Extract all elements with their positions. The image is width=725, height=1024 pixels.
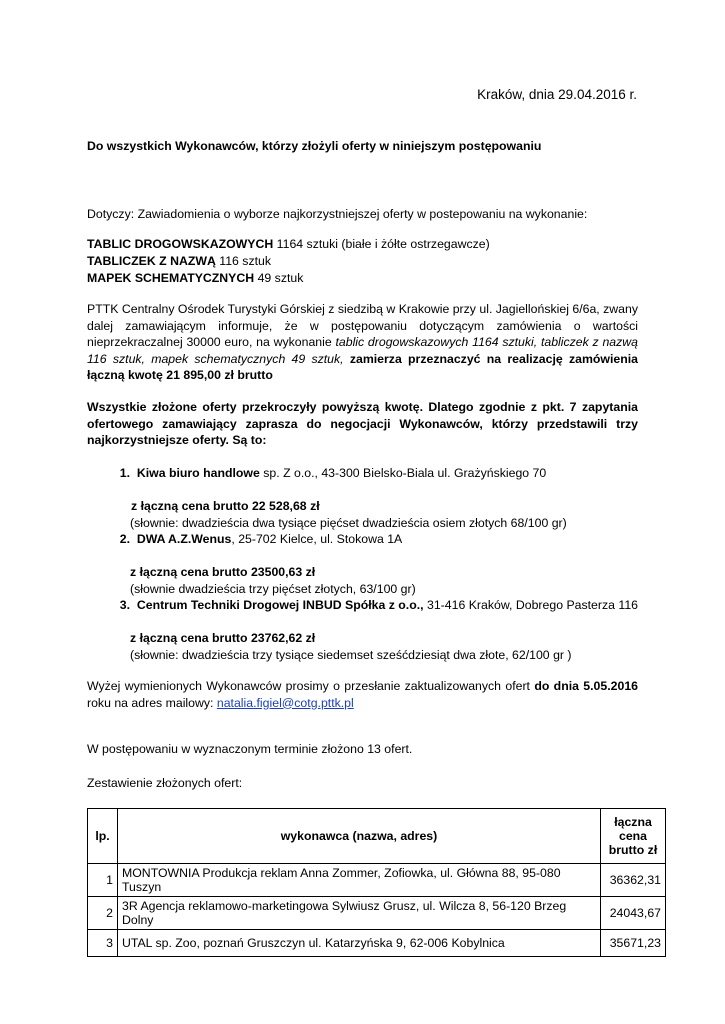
offer-address: 31-416 Kraków, Dobrego Pasterza 116 — [423, 598, 638, 612]
offer-price: z łączną cena brutto 23762,62 zł — [130, 631, 316, 645]
cell-contractor: UTAL sp. Zoo, poznań Gruszczyn ul. Katarzyńska 9, 62-006 Kobylnica — [118, 930, 601, 957]
para1-bold: zamierza przeznaczyć na realizację zamówienia łączną kwotę 21 895,00 zł brutto — [87, 351, 639, 382]
offer-1 — [87, 465, 647, 531]
cell-lp: 1 — [88, 864, 118, 897]
offers-table — [87, 808, 666, 957]
header-lp: lp. — [88, 809, 118, 864]
item-detail: 1164 sztuki (białe i żółte ostrzegawcze) — [273, 237, 490, 251]
para1-text: PTTK Centralny Ośrodek Turystyki Górskiej z siedzibą w Krakowie przy ul. Jagiellońskiej 6/6a, zwany dalej zamawiającym informuje, że w postępowaniu dotyczącym zamówienia o wartości nieprzekraczalnej 30000 euro, na wykonanie — [87, 302, 638, 349]
offer-number: 3. — [119, 598, 130, 612]
para3-text: Wyżej wymienionych Wykonawców prosimy o przesłanie zaktualizowanych ofert — [87, 679, 535, 693]
cell-contractor: 3R Agencja reklamowo-marketingowa Sylwiusz Grusz, ul. Wilcza 8, 56-120 Brzeg Dolny — [118, 897, 601, 930]
item-detail: 116 sztuk — [215, 254, 272, 268]
item-2 — [87, 253, 490, 270]
paragraph-negotiation: Wszystkie złożone oferty przekroczyły powyższą kwotę. Dlatego zgodnie z pkt. 7 zapytania ofertowego zamawiający zaprasza do negocjacji Wykonawców, którzy przedstawili trzy najkorzystniejsze oferty. Są to: — [87, 400, 638, 447]
item-name: TABLICZEK Z NAZWĄ — [87, 254, 216, 268]
subject-line: Dotyczy: Zawiadomienia o wyborze najkorzystniejszej oferty w postepowaniu na wykonanie: — [87, 207, 588, 221]
offers-count-line: W postępowaniu w wyznaczonym terminie złożono 13 ofert. — [87, 742, 413, 756]
para3-deadline: do dnia 5.05.2016 — [534, 679, 639, 693]
offer-price-words: (słownie: dwadzieścia dwa tysiące pięćset dwadzieścia osiem złotych 68/100 gr) — [130, 515, 567, 530]
offer-number: 1. — [119, 466, 130, 480]
item-name: TABLIC DROGOWSKAZOWYCH — [87, 237, 274, 251]
para1-italic: tablic drogowskazowych 1164 sztuki, tabliczek z nazwą 116 sztuk, mapek schematycznych 49 sztuk, — [87, 335, 638, 366]
item-1 — [87, 236, 490, 253]
paragraph-request — [87, 678, 638, 711]
header-price-line: brutto zł — [608, 843, 658, 857]
offer-name: Centrum Techniki Drogowej INBUD Spółka z o.o., — [136, 598, 424, 612]
item-detail: 49 sztuk — [254, 271, 304, 285]
cell-price: 24043,67 — [601, 897, 666, 930]
summary-label: Zestawienie złożonych ofert: — [87, 776, 243, 790]
table-row — [88, 897, 666, 930]
cell-contractor: MONTOWNIA Produkcja reklam Anna Zommer, Zofiowka, ul. Główna 88, 95-080 Tuszyn — [118, 864, 601, 897]
item-name: MAPEK SCHEMATYCZNYCH — [87, 271, 255, 285]
para3-text-2: roku na adres mailowy: — [87, 695, 217, 710]
offer-price-words: (słownie: dwadzieścia trzy tysiące siedemset sześćdziesiąt dwa złote, 62/100 gr ) — [130, 647, 572, 662]
cell-lp: 2 — [88, 897, 118, 930]
offer-name: DWA A.Z.Wenus — [136, 532, 232, 546]
offer-price: z łączną cena brutto 22 528,68 zł — [131, 499, 320, 513]
offer-price-words: (słownie dwadzieścia trzy pięćset złotych, 63/100 gr) — [130, 581, 416, 596]
addressee-heading: Do wszystkich Wykonawców, którzy złożyli oferty w niniejszym postępowaniu — [87, 139, 542, 153]
date-line: Kraków, dnia 29.04.2016 r. — [477, 87, 637, 102]
offer-price: z łączną cena brutto 23500,63 zł — [130, 565, 316, 579]
header-price-line: łączna — [614, 815, 652, 829]
header-contractor: wykonawca (nazwa, adres) — [118, 809, 601, 864]
offer-number: 2. — [119, 532, 130, 546]
offer-address: sp. Z o.o., 43-300 Bielsko-Biala ul. Grażyńskiego 70 — [259, 466, 547, 480]
cell-price: 36362,31 — [601, 864, 666, 897]
offer-address: , 25-702 Kielce, ul. Stokowa 1A — [231, 532, 403, 546]
email-link[interactable]: natalia.figiel@cotg.pttk.pl — [216, 695, 354, 710]
header-price-line: cena — [618, 829, 648, 843]
cell-lp: 3 — [88, 930, 118, 957]
header-price — [601, 809, 666, 864]
table-header-row — [88, 809, 666, 864]
offers-list — [87, 465, 647, 663]
cell-price: 35671,23 — [601, 930, 666, 957]
offer-2 — [87, 531, 647, 597]
paragraph-announcement — [87, 301, 638, 384]
item-3 — [87, 270, 490, 287]
table-row — [88, 864, 666, 897]
offer-name: Kiwa biuro handlowe — [136, 466, 260, 480]
table-row — [88, 930, 666, 957]
offer-3 — [87, 597, 647, 663]
items-list — [87, 236, 490, 287]
